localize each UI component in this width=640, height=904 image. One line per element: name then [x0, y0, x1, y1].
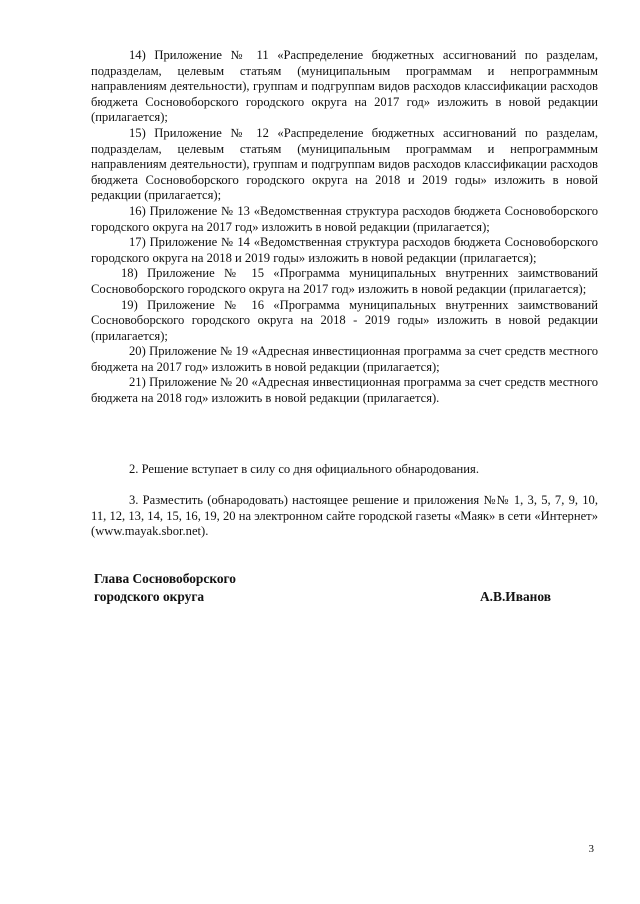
- signature-title-line1: Глава Сосновоборского: [94, 571, 236, 586]
- signature-name: А.В.Иванов: [480, 589, 551, 604]
- clause-3-text: 3. Разместить (обнародовать) настоящее решение и приложения №№ 1, 3, 5, 7, 9, 10, 11, 12, 13, 14, 15, 16, 19, 20 на электронном сайте городской газеты «Маяк» в сети «Интернет» (www.mayak.sbor.net).: [91, 493, 598, 539]
- item-21: 21) Приложение № 20 «Адресная инвестиционная программа за счет средств местного бюджета на 2018 год» изложить в новой редакции (прилагается).: [91, 375, 598, 406]
- item-17: 17) Приложение № 14 «Ведомственная структура расходов бюджета Сосновоборского городского округа на 2018 и 2019 годы» изложить в новой редакции (прилагается);: [91, 235, 598, 265]
- item-18: 18) Приложение № 15 «Программа муниципальных внутренних заимствований Сосновоборского городского округа на 2017 год» изложить в новой редакции (прилагается);: [91, 266, 598, 296]
- clause-2-text: 2. Решение вступает в силу со дня официального обнародования.: [129, 462, 479, 476]
- clause-3: [91, 493, 598, 540]
- clause-2: [91, 462, 598, 478]
- item-14: 14) Приложение № 11 «Распределение бюджетных ассигнований по разделам, подразделам, целевым статьям (муниципальным программам и непрограммным направлениям деятельности), группам и подгруппам видов расходов классификации расходов бюджета Сосновоборского городского округа на 2017 год» изложить в новой редакции (прилагается);: [91, 48, 598, 125]
- item-15: 15) Приложение № 12 «Распределение бюджетных ассигнований по разделам, подразделам, целевым статьям (муниципальным программам и непрограммным направлениям деятельности), группам и подгруппам видов расходов классификации расходов бюджета Сосновоборского городского округа на 2018 и 2019 годы» изложить в новой редакции (прилагается);: [91, 125, 598, 203]
- item-16: 16) Приложение № 13 «Ведомственная структура расходов бюджета Сосновоборского городского округа на 2017 год» изложить в новой редакции (прилагается);: [91, 203, 598, 234]
- amendments-list: [91, 48, 598, 407]
- item-19: 19) Приложение № 16 «Программа муниципальных внутренних заимствований Сосновоборского городского округа на 2018 - 2019 годы» изложить в новой редакции (прилагается);: [91, 297, 598, 343]
- page-number: 3: [588, 843, 594, 855]
- signature-title-line2: городского округа: [94, 589, 205, 604]
- signature-title: [94, 570, 236, 606]
- item-20: 20) Приложение № 19 «Адресная инвестиционная программа за счет средств местного бюджета на 2017 год» изложить в новой редакции (прилагается);: [91, 344, 598, 374]
